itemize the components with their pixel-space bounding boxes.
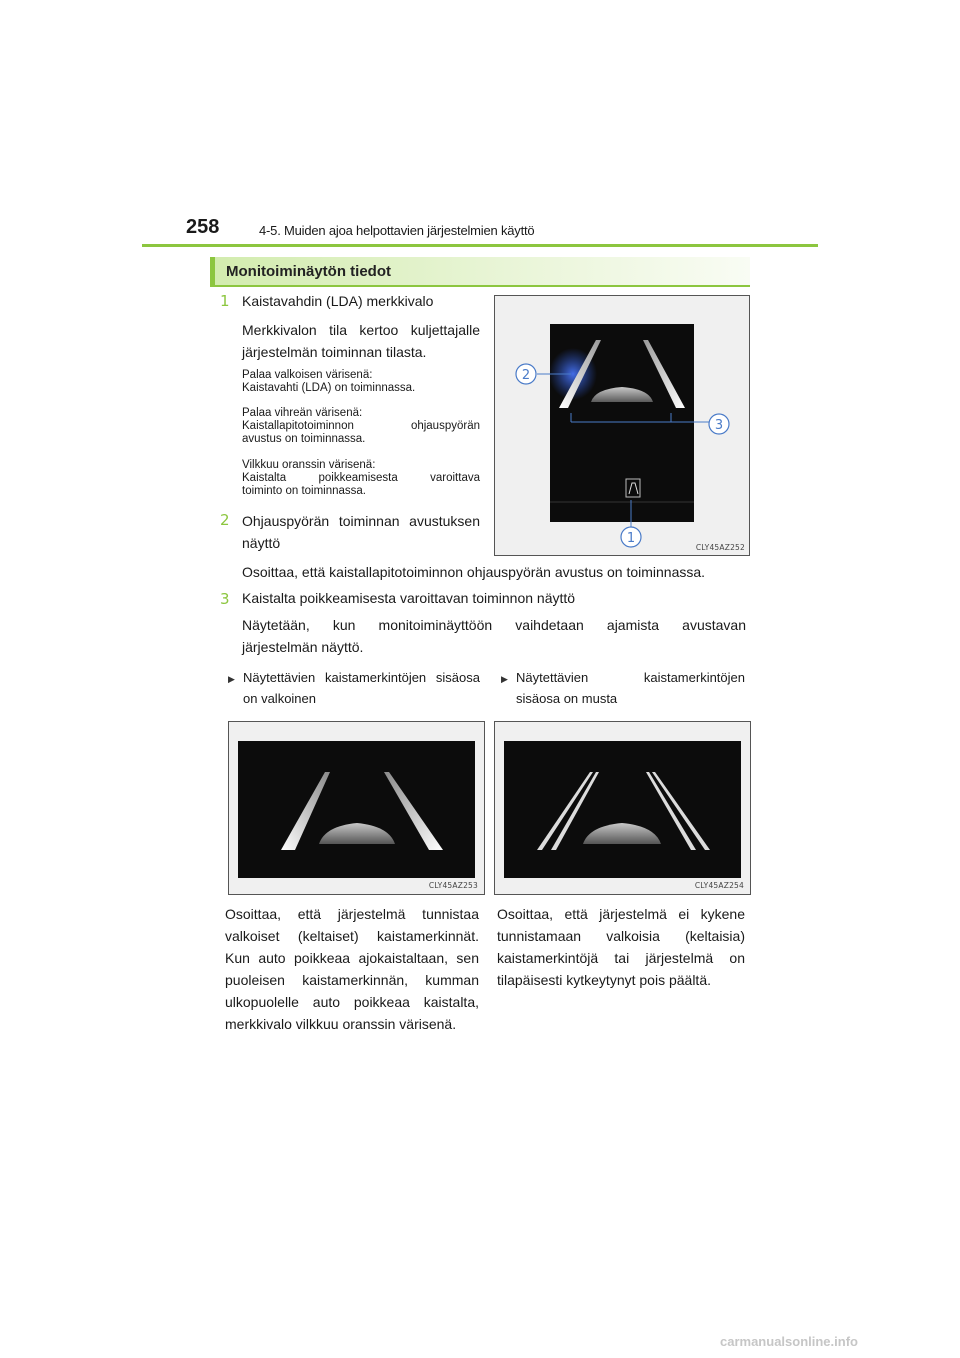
item-3-body-line: Näytetään, kun monitoiminäyttöön vaihdetaan ajamista avustavan [242,617,746,633]
variant-1-label-line: Näytettävien kaistamerkintöjen sisäosa [243,670,480,685]
state-desc: Kaistallapitotoiminnon ohjauspyörän [242,420,480,432]
lane-white-illustration [229,722,484,894]
item-2-title [242,510,480,554]
header-divider [142,244,818,247]
variant-1-description-line: valkoiset (keltaiset) kaistamerkinnät. [225,928,479,944]
item-number-3: 3 [220,590,230,608]
variant-2-description [497,903,745,991]
figure-code: CLY45AZ253 [428,881,478,890]
state-desc: Kaistalta poikkeamisesta varoittava [242,472,480,484]
state-green [242,407,480,446]
variant-2-description-line: Osoittaa, että järjestelmä ei kykene [497,906,745,922]
item-2-title-line: näyttö [242,535,281,551]
state-label: Palaa valkoisen värisenä: [242,369,373,381]
variant-1-description [225,903,479,1035]
variant-2-description-line: tunnistamaan valkoisia (keltaisia) [497,928,745,944]
variant-1-description-line: Kun auto poikkeaa ajokaistaltaan, sen [225,950,479,966]
variant-1-description-line: Osoittaa, että järjestelmä tunnistaa [225,906,479,922]
variant-2-label-line: Näytettävien kaistamerkintöjen [516,670,745,685]
state-desc: toiminto on toiminnassa. [242,485,367,497]
item-1-title: Kaistavahdin (LDA) merkkivalo [242,293,434,309]
variant-1-description-line: merkkivalo vilkkuu oranssin värisenä. [225,1016,457,1032]
variant-2-description-line: tilapäisesti kytkeytynyt pois päältä. [497,972,711,988]
item-1-body-line: Merkkivalon tila kertoo kuljettajalle [242,322,480,338]
item-2-title-line: Ohjauspyörän toiminnan avustuksen [242,513,480,529]
callout-3-label: 3 [714,418,724,433]
variant-2-label-line: sisäosa on musta [516,691,618,706]
figure-code: CLY45AZ252 [695,543,745,552]
callout-2-label: 2 [521,368,531,383]
state-desc: avustus on toiminnassa. [242,433,366,445]
item-1-body [242,319,480,363]
page-number: 258 [186,216,220,238]
section-title: Monitoiminäytön tiedot [226,263,391,280]
state-label: Palaa vihreän värisenä: [242,407,363,419]
item-2-body: Osoittaa, että kaistallapitotoiminnon ohjauspyörän avustus on toiminnassa. [242,564,706,580]
variant-2-description-line: kaistamerkintöjä tai järjestelmä on [497,950,745,966]
variant-1-description-line: ulkopuolelle auto poikkeaa kaistalta, [225,994,479,1010]
multi-info-display-figure [494,295,750,556]
variant-1-figure [228,721,485,895]
bullet-arrow-icon: ▶ [228,674,235,684]
item-number-2: 2 [220,511,230,529]
variant-1-label-line: on valkoinen [243,691,316,706]
bullet-arrow-icon: ▶ [501,674,508,684]
section-header [210,257,750,287]
item-3-body-line: järjestelmän näyttö. [242,639,364,655]
state-white [242,369,480,395]
state-label: Vilkkuu oranssin värisenä: [242,459,376,471]
item-number-1: 1 [220,292,230,310]
item-3-title: Kaistalta poikkeamisesta varoittavan toiminnon näyttö [242,590,576,606]
item-1-body-line: järjestelmän toiminnan tilasta. [242,344,427,360]
variant-2-figure [494,721,751,895]
state-orange [242,459,480,498]
variant-1-description-line: puoleisen kaistamerkinnän, kumman [225,972,479,988]
variant-1-label [243,667,480,709]
item-3-body [242,614,746,658]
figure-code: CLY45AZ254 [694,881,744,890]
display-illustration [495,296,749,555]
state-desc: Kaistavahti (LDA) on toiminnassa. [242,382,416,394]
watermark: carmanualsonline.info [720,1334,858,1349]
variant-2-label [516,667,745,709]
callout-1-label: 1 [626,531,636,546]
lane-black-illustration [495,722,750,894]
chapter-title: 4-5. Muiden ajoa helpottavien järjestelmien käyttö [259,223,535,238]
